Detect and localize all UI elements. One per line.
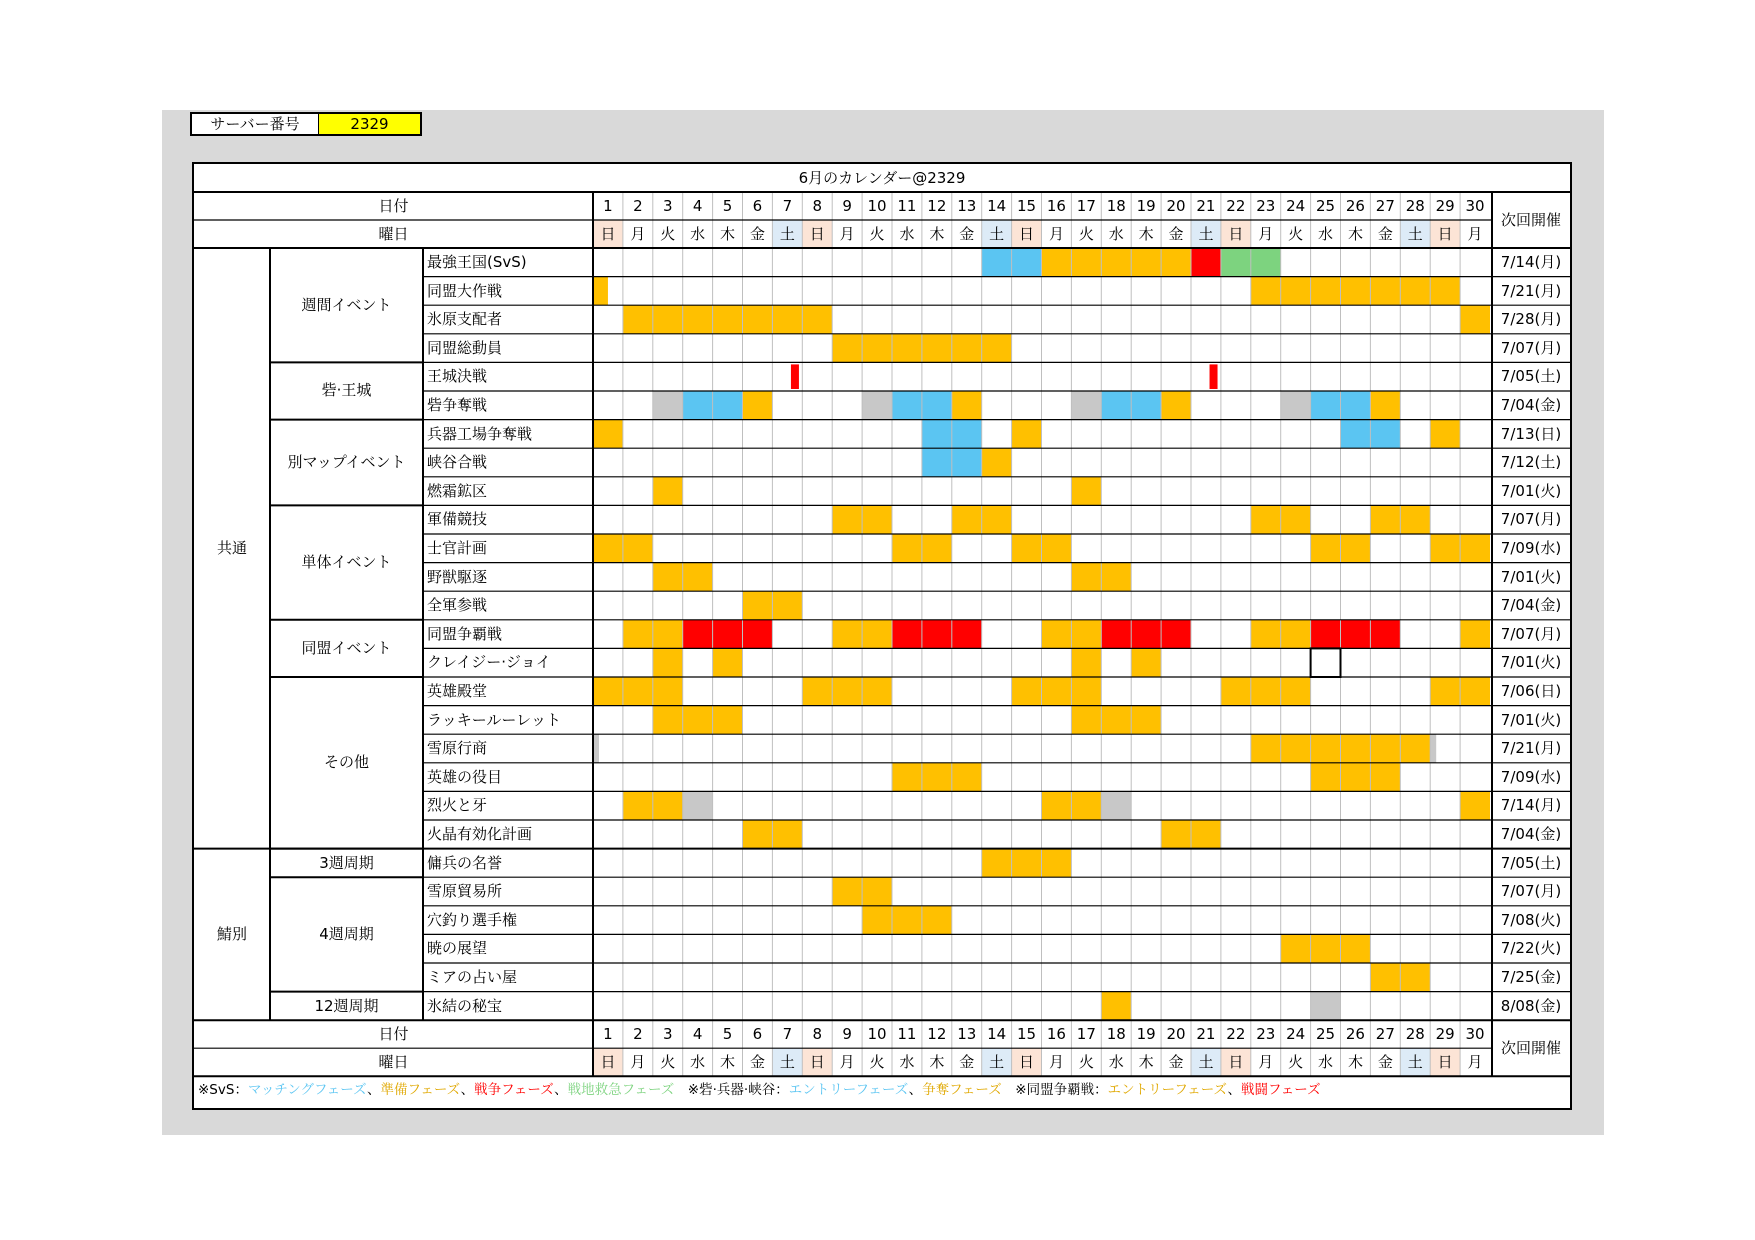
weekday: 金 bbox=[959, 1053, 975, 1072]
day-number: 6 bbox=[752, 197, 763, 215]
server-number-value: 2329 bbox=[319, 114, 420, 134]
next-date: 7/06(日) bbox=[1500, 682, 1562, 700]
legend-text: 、 bbox=[554, 1082, 568, 1099]
day-number: 12 bbox=[927, 197, 947, 215]
weekday: 日 bbox=[1228, 1053, 1244, 1072]
day-number: 28 bbox=[1405, 197, 1425, 215]
event-name: 英雄の役目 bbox=[427, 767, 503, 786]
server-number-label: サーバー番号 bbox=[192, 114, 319, 134]
weekday: 月 bbox=[1258, 225, 1274, 243]
event-bar bbox=[743, 391, 773, 420]
event-name: クレイジー·ジョイ bbox=[427, 653, 551, 672]
event-bar bbox=[1430, 420, 1460, 449]
footer-date-label: 日付 bbox=[378, 1025, 409, 1044]
event-bar bbox=[1281, 391, 1311, 420]
weekday: 月 bbox=[1048, 225, 1064, 243]
event-outline bbox=[1311, 648, 1341, 677]
day-number: 16 bbox=[1046, 1025, 1066, 1044]
day-number: 19 bbox=[1136, 197, 1156, 215]
event-name: 兵器工場争奪戦 bbox=[427, 424, 533, 443]
next-date: 7/25(金) bbox=[1500, 968, 1562, 986]
event-name: 全軍参戦 bbox=[427, 596, 488, 615]
weekday: 土 bbox=[1407, 1053, 1423, 1072]
weekday: 日 bbox=[809, 1053, 825, 1072]
day-number: 29 bbox=[1435, 197, 1455, 215]
event-bar bbox=[802, 677, 892, 706]
section-label: 共通 bbox=[216, 539, 247, 557]
event-name: 氷原支配者 bbox=[427, 310, 503, 329]
event-name: 同盟争覇戦 bbox=[427, 624, 503, 643]
day-number: 17 bbox=[1076, 197, 1096, 215]
header-date-label: 日付 bbox=[378, 197, 409, 215]
weekday: 日 bbox=[809, 225, 825, 243]
event-name: 同盟大作戦 bbox=[427, 281, 503, 300]
server-number-box bbox=[190, 112, 422, 136]
event-bar bbox=[1311, 620, 1401, 649]
event-bar bbox=[892, 763, 982, 792]
group-label: 同盟イベント bbox=[301, 638, 392, 657]
event-bar bbox=[1042, 248, 1192, 277]
weekday: 金 bbox=[1377, 225, 1393, 243]
weekday: 金 bbox=[1377, 1053, 1393, 1072]
group-label: 別マップイベント bbox=[287, 452, 406, 471]
event-bar bbox=[1101, 791, 1131, 820]
event-bar bbox=[892, 620, 982, 649]
weekday: 土 bbox=[989, 1053, 1005, 1072]
weekday: 日 bbox=[1437, 225, 1453, 243]
next-date: 7/01(火) bbox=[1500, 653, 1562, 672]
weekday: 木 bbox=[929, 1053, 945, 1072]
day-number: 4 bbox=[692, 1025, 703, 1044]
day-number: 13 bbox=[957, 1025, 977, 1044]
weekday: 木 bbox=[1138, 1053, 1154, 1072]
weekday: 月 bbox=[1467, 1053, 1483, 1072]
day-number: 23 bbox=[1256, 197, 1276, 215]
group-label: 砦·王城 bbox=[321, 381, 372, 400]
event-bar bbox=[1131, 648, 1161, 677]
event-bar bbox=[1161, 391, 1191, 420]
event-bar bbox=[653, 706, 743, 735]
event-marker bbox=[1210, 364, 1218, 389]
next-date: 7/13(日) bbox=[1500, 424, 1562, 443]
day-number: 12 bbox=[927, 1025, 947, 1044]
legend-text: 、 bbox=[1227, 1082, 1241, 1099]
event-name: 砦争奪戦 bbox=[427, 396, 488, 414]
event-bar bbox=[1460, 305, 1490, 334]
event-bar bbox=[653, 477, 683, 506]
day-number: 18 bbox=[1106, 1025, 1126, 1044]
next-date: 7/09(水) bbox=[1500, 539, 1562, 557]
next-date: 7/07(月) bbox=[1500, 882, 1562, 901]
weekday: 木 bbox=[720, 1053, 736, 1072]
day-number: 3 bbox=[662, 1025, 673, 1044]
day-number: 11 bbox=[897, 1025, 917, 1044]
footer-next-label: 次回開催 bbox=[1500, 1039, 1561, 1058]
event-bar bbox=[593, 677, 683, 706]
weekday: 水 bbox=[899, 225, 915, 243]
event-bar bbox=[952, 391, 982, 420]
weekday: 水 bbox=[690, 1053, 706, 1072]
weekday: 土 bbox=[989, 225, 1005, 243]
event-name: 雪原行商 bbox=[427, 739, 488, 758]
next-date: 7/07(月) bbox=[1500, 624, 1562, 643]
next-date: 7/28(月) bbox=[1500, 310, 1562, 329]
legend-text: 、 bbox=[367, 1082, 381, 1099]
event-bar bbox=[1191, 248, 1221, 277]
weekday: 水 bbox=[1318, 1053, 1334, 1072]
footer-weekday-label: 曜日 bbox=[378, 1053, 409, 1072]
weekday: 土 bbox=[1198, 225, 1214, 243]
day-number: 9 bbox=[842, 1025, 852, 1044]
legend-text: 、 bbox=[908, 1082, 923, 1099]
day-number: 27 bbox=[1375, 197, 1395, 215]
weekday: 火 bbox=[1288, 225, 1304, 243]
event-bar bbox=[1101, 992, 1131, 1021]
day-number: 18 bbox=[1106, 197, 1126, 215]
next-date: 7/14(月) bbox=[1500, 253, 1562, 271]
day-number: 4 bbox=[692, 197, 703, 215]
event-name: 暁の展望 bbox=[427, 939, 488, 958]
day-number: 25 bbox=[1315, 1025, 1336, 1044]
day-number: 2 bbox=[633, 1025, 643, 1044]
day-number: 1 bbox=[603, 1025, 613, 1044]
weekday: 火 bbox=[869, 1053, 885, 1072]
legend-text: ※砦·兵器·峡谷： bbox=[674, 1082, 789, 1099]
weekday: 日 bbox=[1019, 225, 1035, 243]
day-number: 28 bbox=[1405, 1025, 1425, 1044]
event-bar bbox=[1311, 992, 1341, 1021]
day-number: 30 bbox=[1465, 197, 1485, 215]
next-date: 7/12(土) bbox=[1500, 453, 1562, 472]
weekday: 水 bbox=[899, 1053, 915, 1072]
day-number: 16 bbox=[1046, 197, 1066, 215]
next-date: 7/01(火) bbox=[1500, 481, 1562, 500]
weekday: 月 bbox=[1258, 1053, 1274, 1072]
weekday: 土 bbox=[779, 225, 795, 243]
day-number: 21 bbox=[1196, 197, 1216, 215]
day-number: 26 bbox=[1345, 197, 1365, 215]
event-bar bbox=[1101, 620, 1191, 649]
event-name: 烈火と牙 bbox=[427, 796, 488, 815]
next-date: 7/01(火) bbox=[1500, 567, 1562, 586]
day-number: 21 bbox=[1196, 1025, 1216, 1044]
weekday: 水 bbox=[1108, 225, 1124, 243]
day-number: 1 bbox=[603, 197, 613, 215]
event-bar bbox=[1012, 420, 1042, 449]
group-label: 3週周期 bbox=[319, 853, 374, 872]
event-name: 峡谷合戦 bbox=[427, 453, 488, 472]
weekday: 火 bbox=[660, 1053, 676, 1072]
legend bbox=[198, 1077, 1321, 1101]
day-number: 3 bbox=[662, 197, 673, 215]
day-number: 8 bbox=[812, 1025, 823, 1044]
event-bar bbox=[1460, 620, 1490, 649]
weekday: 金 bbox=[749, 225, 765, 243]
event-bar bbox=[1460, 791, 1490, 820]
day-number: 10 bbox=[867, 1025, 887, 1044]
weekday: 土 bbox=[1198, 1053, 1214, 1072]
day-number: 20 bbox=[1166, 197, 1186, 215]
weekday: 木 bbox=[720, 225, 736, 243]
day-number: 24 bbox=[1286, 197, 1306, 215]
weekday: 日 bbox=[600, 225, 616, 243]
next-date: 8/08(金) bbox=[1500, 996, 1562, 1015]
weekday: 金 bbox=[959, 225, 975, 243]
next-date: 7/04(金) bbox=[1500, 596, 1562, 615]
event-name: ラッキールーレット bbox=[427, 710, 561, 729]
event-name: 軍備競技 bbox=[427, 510, 488, 529]
event-name: 最強王国(SvS) bbox=[427, 253, 527, 271]
event-bar bbox=[713, 648, 743, 677]
day-number: 22 bbox=[1226, 197, 1246, 215]
weekday: 火 bbox=[660, 225, 676, 243]
weekday: 土 bbox=[1407, 225, 1423, 243]
day-number: 7 bbox=[782, 197, 793, 215]
day-number: 29 bbox=[1435, 1025, 1455, 1044]
group-label: その他 bbox=[323, 753, 369, 771]
legend-text: ※SvS： bbox=[198, 1082, 248, 1099]
weekday: 月 bbox=[1048, 1053, 1064, 1072]
legend-text: エントリーフェーズ bbox=[1107, 1082, 1228, 1099]
day-number: 2 bbox=[633, 197, 643, 215]
section-label: 鯖別 bbox=[216, 924, 247, 943]
next-date: 7/21(月) bbox=[1500, 739, 1562, 758]
next-date: 7/07(月) bbox=[1500, 338, 1562, 357]
event-name: 燃霜鉱区 bbox=[427, 481, 488, 500]
day-number: 8 bbox=[812, 197, 823, 215]
next-date: 7/14(月) bbox=[1500, 796, 1562, 815]
calendar-title: 6月のカレンダー@2329 bbox=[798, 169, 966, 187]
weekday: 日 bbox=[1437, 1053, 1453, 1072]
group-label: 週間イベント bbox=[301, 296, 392, 314]
day-number: 15 bbox=[1016, 1025, 1037, 1044]
calendar-table bbox=[192, 162, 1572, 1110]
weekday: 火 bbox=[869, 225, 885, 243]
weekday: 水 bbox=[690, 225, 706, 243]
event-bar bbox=[593, 420, 623, 449]
day-number: 14 bbox=[987, 1025, 1007, 1044]
next-date: 7/09(水) bbox=[1500, 767, 1562, 786]
legend-text: エントリーフェーズ bbox=[788, 1082, 909, 1099]
event-bar bbox=[982, 448, 1012, 477]
next-date: 7/04(金) bbox=[1500, 825, 1562, 843]
day-number: 22 bbox=[1226, 1025, 1246, 1044]
weekday: 月 bbox=[630, 1053, 646, 1072]
day-number: 23 bbox=[1256, 1025, 1276, 1044]
legend-text: 、 bbox=[460, 1082, 475, 1099]
group-label: 単体イベント bbox=[301, 553, 392, 572]
weekday: 火 bbox=[1078, 1053, 1094, 1072]
group-label: 12週周期 bbox=[314, 996, 379, 1015]
legend-text: 準備フェーズ bbox=[380, 1082, 461, 1099]
event-bar bbox=[653, 391, 683, 420]
legend-text: 戦地救急フェーズ bbox=[567, 1082, 675, 1099]
weekday: 月 bbox=[630, 225, 646, 243]
day-number: 5 bbox=[722, 1025, 733, 1044]
day-number: 9 bbox=[842, 197, 852, 215]
weekday: 月 bbox=[839, 1053, 855, 1072]
weekday: 金 bbox=[1168, 225, 1184, 243]
day-number: 24 bbox=[1286, 1025, 1306, 1044]
weekday: 月 bbox=[1467, 225, 1483, 243]
day-number: 14 bbox=[987, 197, 1007, 215]
weekday: 水 bbox=[1318, 225, 1334, 243]
event-bar bbox=[862, 906, 952, 935]
event-name: 同盟総動員 bbox=[427, 338, 503, 357]
event-bar bbox=[593, 277, 608, 306]
weekday: 日 bbox=[1019, 1053, 1035, 1072]
next-date: 7/21(月) bbox=[1500, 281, 1562, 300]
next-date: 7/04(金) bbox=[1500, 396, 1562, 414]
header-next-label: 次回開催 bbox=[1500, 211, 1561, 229]
day-number: 27 bbox=[1375, 1025, 1395, 1044]
event-bar bbox=[1251, 277, 1460, 306]
day-number: 7 bbox=[782, 1025, 793, 1044]
next-date: 7/22(火) bbox=[1500, 939, 1562, 958]
event-name: 士官計画 bbox=[427, 539, 488, 557]
day-number: 15 bbox=[1016, 197, 1037, 215]
group-label: 4週周期 bbox=[319, 925, 374, 944]
event-marker bbox=[1430, 734, 1436, 763]
event-name: ミアの占い屋 bbox=[427, 968, 518, 986]
day-number: 30 bbox=[1465, 1025, 1485, 1044]
event-bar bbox=[1221, 677, 1311, 706]
weekday: 月 bbox=[839, 225, 855, 243]
next-date: 7/07(月) bbox=[1500, 510, 1562, 529]
event-bar bbox=[1071, 477, 1101, 506]
weekday: 火 bbox=[1078, 225, 1094, 243]
event-name: 野獣駆逐 bbox=[427, 567, 488, 586]
event-marker bbox=[791, 364, 799, 389]
day-number: 20 bbox=[1166, 1025, 1186, 1044]
legend-text: ※同盟争覇戦： bbox=[1001, 1082, 1108, 1099]
weekday: 金 bbox=[1168, 1053, 1184, 1072]
next-date: 7/05(土) bbox=[1500, 853, 1562, 872]
legend-text: 争奪フェーズ bbox=[922, 1082, 1002, 1099]
weekday: 火 bbox=[1288, 1053, 1304, 1072]
day-number: 25 bbox=[1315, 197, 1336, 215]
event-bar bbox=[982, 849, 1072, 878]
weekday: 日 bbox=[1228, 225, 1244, 243]
event-bar bbox=[653, 648, 683, 677]
weekday: 金 bbox=[749, 1053, 765, 1072]
weekday: 木 bbox=[1347, 1053, 1363, 1072]
day-number: 17 bbox=[1076, 1025, 1096, 1044]
event-name: 氷結の秘宝 bbox=[427, 996, 503, 1015]
event-bar bbox=[1012, 677, 1102, 706]
event-bar bbox=[1281, 934, 1371, 963]
weekday: 木 bbox=[1138, 225, 1154, 243]
day-number: 11 bbox=[897, 197, 917, 215]
day-number: 19 bbox=[1136, 1025, 1156, 1044]
event-bar bbox=[683, 620, 773, 649]
event-bar bbox=[1071, 648, 1101, 677]
event-bar bbox=[1071, 391, 1101, 420]
legend-text: マッチングフェーズ bbox=[247, 1082, 368, 1099]
next-date: 7/01(火) bbox=[1500, 710, 1562, 729]
weekday: 日 bbox=[600, 1053, 616, 1072]
day-number: 5 bbox=[722, 197, 733, 215]
legend-text: 戦闘フェーズ bbox=[1240, 1082, 1321, 1099]
weekday: 木 bbox=[1347, 225, 1363, 243]
event-bar bbox=[623, 305, 832, 334]
event-bar bbox=[1311, 763, 1401, 792]
weekday: 水 bbox=[1108, 1053, 1124, 1072]
day-number: 26 bbox=[1345, 1025, 1365, 1044]
event-bar bbox=[1370, 391, 1400, 420]
day-number: 13 bbox=[957, 197, 977, 215]
event-name: 王城決戦 bbox=[427, 367, 488, 386]
next-date: 7/05(土) bbox=[1500, 367, 1562, 386]
day-number: 6 bbox=[752, 1025, 763, 1044]
day-number: 10 bbox=[867, 197, 887, 215]
event-name: 火晶有効化計画 bbox=[427, 825, 533, 843]
legend-text: 戦争フェーズ bbox=[474, 1082, 555, 1099]
header-weekday-label: 曜日 bbox=[378, 225, 409, 243]
event-name: 英雄殿堂 bbox=[427, 682, 488, 700]
next-date: 7/08(火) bbox=[1500, 910, 1562, 929]
event-name: 雪原貿易所 bbox=[427, 882, 503, 901]
event-bar bbox=[862, 391, 892, 420]
event-name: 傭兵の名誉 bbox=[427, 853, 503, 872]
weekday: 木 bbox=[929, 225, 945, 243]
event-bar bbox=[683, 791, 713, 820]
weekday: 土 bbox=[779, 1053, 795, 1072]
event-bar bbox=[1071, 706, 1161, 735]
event-name: 穴釣り選手権 bbox=[427, 910, 518, 929]
